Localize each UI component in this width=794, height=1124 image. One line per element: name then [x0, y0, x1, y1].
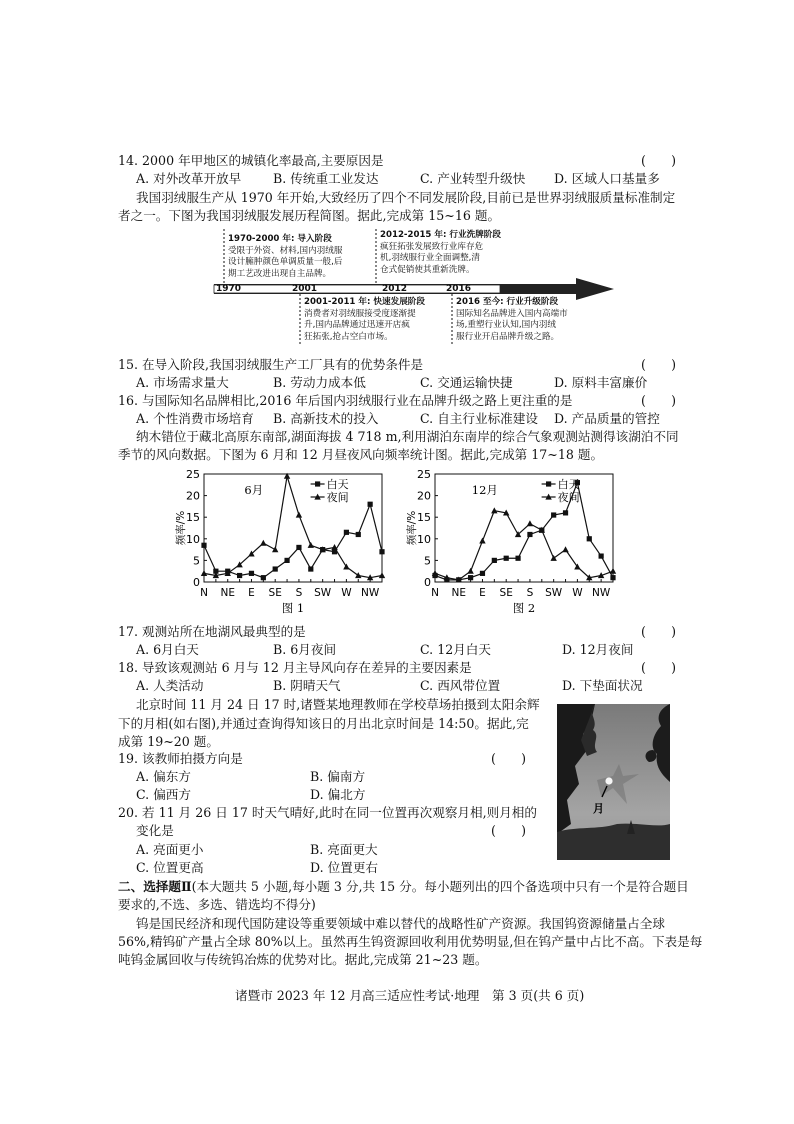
intro-21-23-line1: 钨是国民经济和现代国防建设等重要领域中难以替代的战略性矿产资源。我国钨资源储量占全球 — [136, 916, 665, 931]
timeline-year-2012: 2012 — [382, 284, 408, 294]
data-point-day — [201, 543, 206, 548]
legend-marker-square — [315, 481, 320, 486]
wind-chart-june — [172, 464, 396, 624]
q14-option-d: D. 区域人口基量多 — [554, 171, 660, 186]
data-point-night — [272, 546, 278, 552]
q15-option-d: D. 原料丰富廉价 — [554, 375, 648, 390]
data-point-day — [379, 549, 384, 554]
q20-stem-line2: 变化是 — [136, 823, 174, 838]
timeline-figure — [210, 226, 620, 350]
q20-option-b: B. 亮面更大 — [310, 842, 378, 857]
data-point-day — [237, 573, 242, 578]
data-point-day — [610, 575, 615, 580]
y-axis-label: 频率/% — [175, 510, 187, 546]
y-tick-label: 5 — [193, 554, 200, 568]
moon-icon — [605, 777, 612, 784]
q18-option-d: D. 下垫面状况 — [562, 678, 643, 693]
q16-option-a: A. 个性消费市场培育 — [136, 411, 254, 426]
data-point-night — [467, 568, 473, 574]
data-point-night — [491, 507, 497, 513]
q18-stem: 18. 导致该观测站 6 月与 12 月主导风向存在差异的主要因素是 — [118, 660, 472, 675]
intro-17-18-line2: 季节的风向数据。下图为 6 月和 12 月昼夜风向频率统计图。据此,完成第 17~18 题。 — [118, 447, 604, 462]
legend-label: 夜间 — [326, 491, 349, 504]
x-tick-label: SW — [545, 587, 563, 599]
chart-title: 6月 — [244, 483, 264, 497]
moon-photo-scene — [557, 704, 670, 860]
x-tick-label: N — [431, 587, 439, 599]
data-point-day — [344, 530, 349, 535]
data-point-night — [562, 546, 568, 552]
data-point-day — [356, 532, 361, 537]
x-tick-label: NE — [220, 587, 235, 599]
data-point-day — [504, 556, 509, 561]
data-point-day — [261, 575, 266, 580]
y-tick-label: 10 — [186, 532, 200, 546]
x-tick-label: NE — [451, 587, 466, 599]
data-point-day — [273, 566, 278, 571]
intro-15-16-line2: 者之一。下图为我国羽绒服发展历程简图。据此,完成第 15~16 题。 — [118, 208, 501, 223]
data-point-night — [527, 520, 533, 526]
section-2-instructions: (本大题共 5 小题,每小题 3 分,共 15 分。每小题列出的四个备选项中只有一个是符合题目 — [191, 879, 689, 894]
data-point-day — [563, 510, 568, 515]
series-line-day — [204, 504, 382, 577]
q20-option-d: D. 位置更右 — [310, 860, 379, 875]
data-point-day — [515, 556, 520, 561]
data-point-night — [550, 555, 556, 561]
q19-option-c: C. 偏西方 — [136, 787, 191, 802]
timeline-stage-reshuffle: 2012-2015 年: 行业洗牌阶段 疯狂拓张发展致行业库存危 机,羽绒服行业全面调整,清 仓式促销使其重新洗牌。 — [380, 230, 501, 275]
x-tick-label: N — [200, 587, 208, 599]
section-2-header — [118, 879, 689, 895]
q17-option-c: C. 12月白天 — [420, 642, 491, 657]
x-tick-label: S — [526, 587, 534, 599]
q19-answer-paren: ( ) — [491, 751, 527, 766]
data-point-night — [355, 572, 361, 578]
q16-answer-paren: ( ) — [641, 393, 677, 408]
y-tick-label: 25 — [417, 468, 431, 481]
y-tick-label: 20 — [186, 489, 200, 503]
q14-option-a: A. 对外改革开放早 — [136, 171, 242, 186]
data-point-day — [468, 575, 473, 580]
data-point-night — [260, 540, 266, 546]
q19-option-d: D. 偏北方 — [310, 787, 366, 802]
x-tick-label: SW — [314, 587, 332, 599]
y-tick-label: 15 — [417, 511, 431, 525]
x-tick-label: W — [572, 587, 583, 599]
q16-stem: 16. 与国际知名品牌相比,2016 年后国内羽绒服行业在品牌升级之路上更注重的是 — [118, 393, 573, 408]
q14-stem: 14. 2000 年甲地区的城镇化率最高,主要原因是 — [118, 153, 384, 168]
x-tick-label: S — [295, 587, 303, 599]
x-tick-label: E — [248, 587, 255, 599]
data-point-day — [284, 558, 289, 563]
q15-option-a: A. 市场需求量大 — [136, 375, 229, 390]
moon-label: 月 — [593, 802, 604, 815]
data-point-night — [201, 570, 207, 576]
q14-option-c: C. 产业转型升级快 — [420, 171, 526, 186]
series-line-day — [435, 483, 613, 580]
q18-option-a: A. 人类活动 — [136, 678, 204, 693]
q17-option-a: A. 6月白天 — [136, 642, 199, 657]
q15-option-b: B. 劳动力成本低 — [273, 375, 366, 390]
plot-frame — [435, 474, 613, 582]
timeline-year-1970: 1970 — [216, 284, 242, 294]
legend-label: 白天 — [557, 478, 580, 491]
data-point-day — [480, 571, 485, 576]
intro-21-23-line3: 吨钨金属回收与传统钨冶炼的优势对比。据此,完成第 21~23 题。 — [118, 952, 488, 967]
figure-caption: 图 2 — [512, 601, 536, 615]
q15-stem: 15. 在导入阶段,我国羽绒服生产工厂具有的优势条件是 — [118, 357, 424, 372]
q18-option-b: B. 阴晴天气 — [273, 678, 341, 693]
y-tick-label: 0 — [424, 576, 431, 589]
data-point-day — [249, 571, 254, 576]
legend-marker-square — [546, 481, 551, 486]
series-line-night — [204, 476, 382, 578]
y-tick-label: 5 — [424, 554, 431, 568]
data-point-night — [379, 572, 385, 578]
legend-label: 白天 — [326, 478, 349, 491]
timeline-year-2016: 2016 — [446, 284, 472, 294]
q15-option-c: C. 交通运输快捷 — [420, 375, 513, 390]
q16-option-d: D. 产品质量的管控 — [554, 411, 660, 426]
intro-15-16-line1: 我国羽绒服生产从 1970 年开始,大致经历了四个不同发展阶段,目前已是世界羽绒服质量标准制定 — [136, 190, 676, 205]
x-tick-label: E — [479, 587, 486, 599]
intro-19-20-line1: 北京时间 11 月 24 日 17 时,诸暨某地理教师在学校草场拍摄到太阳余辉 — [136, 697, 540, 712]
data-point-day — [527, 532, 532, 537]
q17-option-d: D. 12月夜间 — [562, 642, 634, 657]
timeline-year-2001: 2001 — [292, 284, 318, 294]
q20-stem-line1: 20. 若 11 月 26 日 17 时天气晴好,此时在同一位置再次观察月相,则月相的 — [118, 805, 537, 820]
timeline-stage-import: 1970-2000 年: 导入阶段 受限于外资、材料,国内羽绒服 设计臃肿颜色单调质量一般,后 期工艺改进出现自主品牌。 — [228, 234, 343, 279]
intro-21-23-line2: 56%,精钨矿产量占全球 80%以上。虽然再生钨资源回收利用优势明显,但在钨产量中占比不高。下表是每 — [118, 934, 703, 949]
q16-option-c: C. 自主行业标准建设 — [420, 411, 538, 426]
data-point-day — [551, 512, 556, 517]
data-point-night — [343, 563, 349, 569]
x-tick-label: W — [341, 587, 352, 599]
x-tick-label: NW — [361, 587, 380, 599]
q20-option-a: A. 亮面更小 — [136, 842, 204, 857]
intro-17-18-line1: 纳木错位于藏北高原东南部,湖面海拔 4 718 m,利用湖泊东南岸的综合气象观测站测得该湖泊不同 — [136, 429, 679, 444]
wind-chart-december — [403, 464, 627, 624]
x-tick-label: SE — [499, 587, 513, 599]
q20-option-c: C. 位置更高 — [136, 860, 204, 875]
q14-option-b: B. 传统重工业发达 — [273, 171, 379, 186]
q18-answer-paren: ( ) — [641, 660, 677, 675]
q18-option-c: C. 西风带位置 — [420, 678, 501, 693]
data-point-day — [599, 553, 604, 558]
data-point-day — [368, 502, 373, 507]
y-tick-label: 25 — [186, 468, 200, 481]
data-point-day — [492, 558, 497, 563]
y-tick-label: 10 — [417, 532, 431, 546]
q19-option-b: B. 偏南方 — [310, 769, 366, 784]
q20-answer-paren: ( ) — [491, 823, 527, 838]
intro-19-20-line2: 下的月相(如右图),并通过查询得知该日的月出北京时间是 14:50。据此,完 — [118, 716, 529, 731]
q17-stem: 17. 观测站所在地湖风最典型的是 — [118, 624, 306, 639]
x-tick-label: NW — [592, 587, 611, 599]
timeline-stage-upgrade: 2016 至今: 行业升级阶段 国际知名品牌进入国内高端市 场,重塑行业认知,国内羽绒 服行业开启品牌升级之路。 — [456, 297, 568, 342]
q16-option-b: B. 高新技术的投入 — [273, 411, 379, 426]
section-2-instructions-line2: 要求的,不选、多选、错选均不得分) — [118, 897, 316, 912]
section-2-heading: 二、选择题Ⅱ — [118, 879, 192, 894]
q19-option-a: A. 偏东方 — [136, 769, 191, 784]
q14-answer-paren: ( ) — [641, 153, 677, 168]
x-tick-label: SE — [268, 587, 282, 599]
data-point-night — [479, 538, 485, 544]
data-point-day — [296, 545, 301, 550]
timeline-stage-rapid: 2001-2011 年: 快速发展阶段 消费者对羽绒服接受度逐渐提 升,国内品牌通过迅速开店疯 狂拓张,抢占空白市场。 — [304, 297, 425, 342]
plot-frame — [204, 474, 382, 582]
legend-label: 夜间 — [557, 491, 580, 504]
moon-photo — [557, 704, 670, 860]
data-point-day — [308, 566, 313, 571]
q19-stem: 19. 该教师拍摄方向是 — [118, 751, 243, 766]
page-footer: 诸暨市 2023 年 12 月高三适应性考试·地理 第 3 页(共 6 页) — [235, 988, 585, 1003]
data-point-night — [610, 568, 616, 574]
y-tick-label: 0 — [193, 576, 200, 589]
chart-title: 12月 — [471, 483, 498, 497]
data-point-day — [587, 536, 592, 541]
data-point-night — [296, 512, 302, 518]
q17-option-b: B. 6月夜间 — [273, 642, 337, 657]
q17-answer-paren: ( ) — [641, 624, 677, 639]
intro-19-20-line3: 成第 19~20 题。 — [118, 734, 219, 749]
y-axis-label: 频率/% — [406, 510, 418, 546]
figure-caption: 图 1 — [281, 601, 305, 615]
y-tick-label: 20 — [417, 489, 431, 503]
data-point-night — [308, 542, 314, 548]
y-tick-label: 15 — [186, 511, 200, 525]
q15-answer-paren: ( ) — [641, 357, 677, 372]
